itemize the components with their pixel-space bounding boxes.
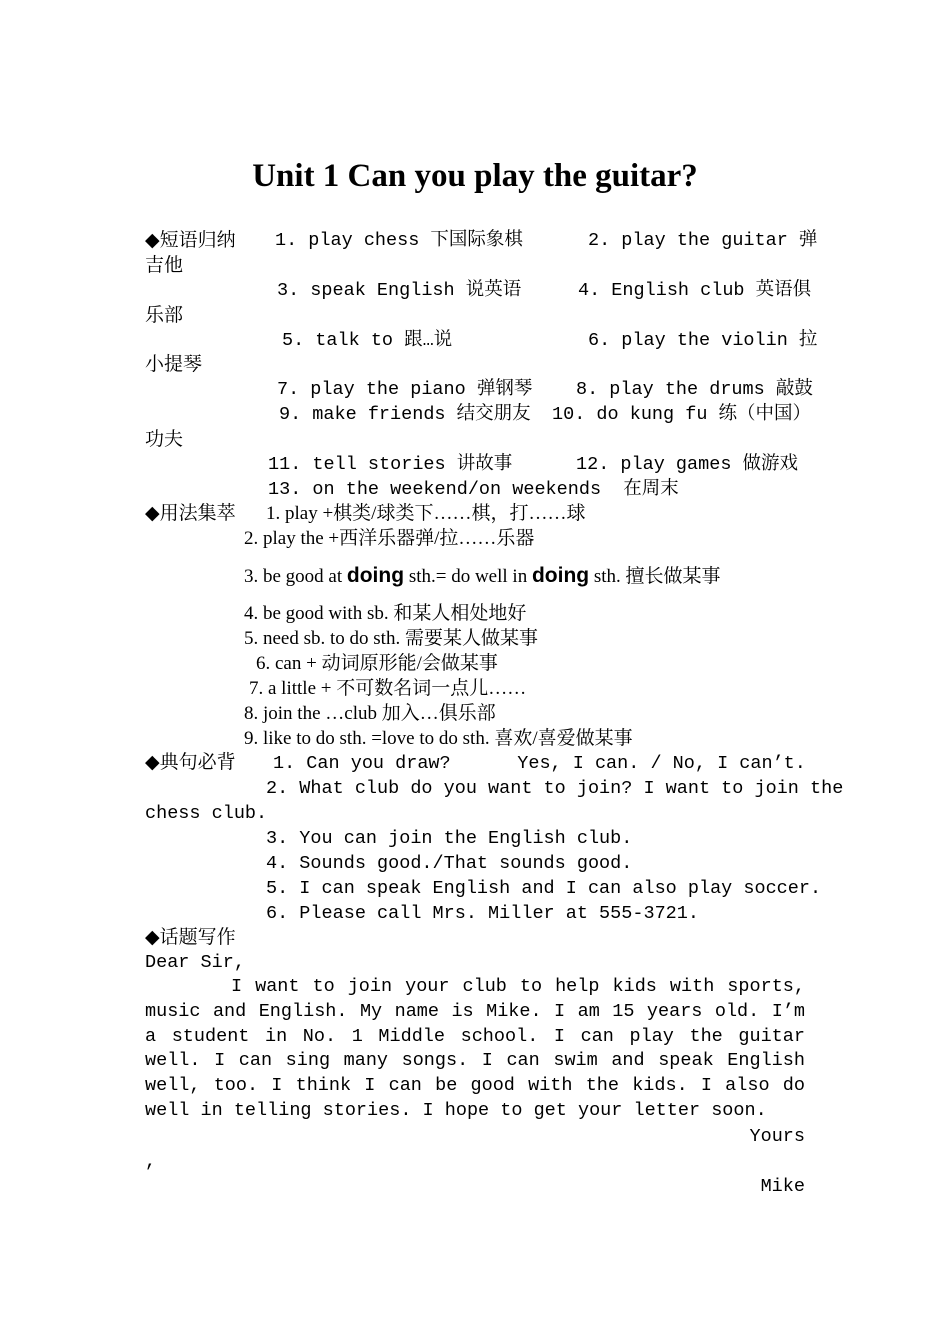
section-heading-writing: ◆话题写作 (145, 926, 236, 948)
usage-emphasis: doing (346, 564, 405, 587)
usage-item: 5. need sb. to do sth. 需要某人做某事 (244, 628, 538, 649)
phrase-item: 13. on the weekend/on weekends 在周末 (268, 479, 679, 500)
page-title: Unit 1 Can you play the guitar? (252, 158, 698, 194)
phrase-continuation: 吉他 (145, 254, 184, 276)
letter-closing: Yours (749, 1126, 805, 1147)
letter-closing-comma: , (145, 1151, 157, 1172)
usage-item: 2. play the +西洋乐器弹/拉……乐器 (244, 528, 535, 549)
phrase-item: 10. do kung fu 练（中国） (552, 404, 812, 425)
phrase-continuation: 乐部 (145, 304, 184, 326)
phrase-item: 11. tell stories 讲故事 (268, 454, 513, 475)
letter-greeting: Dear Sir, (145, 952, 245, 973)
sentence-item: 6. Please call Mrs. Miller at 555-3721. (266, 903, 699, 924)
section-heading-phrases: ◆短语归纳 (145, 229, 236, 251)
phrase-item: 6. play the violin 拉 (588, 330, 818, 351)
usage-item: 1. play +棋类/球类下……棋，打……球 (266, 503, 586, 524)
usage-text: sth.= do well in (404, 566, 532, 587)
sentence-item: 5. I can speak English and I can also play soccer. (266, 878, 822, 899)
usage-emphasis: doing (531, 564, 590, 587)
phrase-continuation: 小提琴 (145, 353, 203, 375)
phrase-item: 4. English club 英语俱 (578, 280, 812, 301)
phrase-item: 1. play chess 下国际象棋 (275, 230, 523, 251)
phrase-item: 8. play the drums 敲鼓 (576, 379, 813, 400)
usage-item-be-good-at (244, 563, 721, 589)
usage-item: 6. can + 动词原形能/会做某事 (256, 653, 498, 674)
sentence-item: 1. Can you draw? Yes, I can. / No, I can’t. (273, 753, 806, 774)
letter-body: I want to join your club to help kids with sports, music and English. My name is Mike. I am 15 years old. I’m a student in No. 1 Middle school. I can play the guitar well. I can sing many songs. I can swim and speak English well, too. I think I can be good with the kids. I also do well in telling stories. I hope to get your letter soon. (145, 976, 805, 1121)
phrase-item: 5. talk to 跟…说 (282, 330, 453, 351)
phrase-item: 9. make friends 结交朋友 (279, 404, 531, 425)
usage-item: 9. like to do sth. =love to do sth. 喜欢/喜爱做某事 (244, 728, 633, 749)
phrase-item: 3. speak English 说英语 (277, 280, 522, 301)
usage-text: sth. 擅长做某事 (589, 566, 721, 587)
section-heading-sentences: ◆典句必背 (145, 751, 236, 773)
phrase-continuation: 功夫 (145, 428, 184, 450)
section-heading-usage: ◆用法集萃 (145, 502, 236, 524)
phrase-item: 2. play the guitar 弹 (588, 230, 818, 251)
sentence-continuation: chess club. (145, 803, 268, 824)
sentence-item: 2. What club do you want to join? I want to join the (266, 778, 844, 799)
usage-item: 8. join the …club 加入…俱乐部 (244, 703, 496, 724)
letter-signature: Mike (760, 1176, 805, 1197)
sentence-item: 3. You can join the English club. (266, 828, 633, 849)
usage-item: 7. a little + 不可数名词一点儿…… (249, 678, 527, 699)
sentence-item: 4. Sounds good./That sounds good. (266, 853, 633, 874)
usage-item: 4. be good with sb. 和某人相处地好 (244, 603, 527, 624)
phrase-item: 7. play the piano 弹钢琴 (277, 379, 533, 400)
phrase-item: 12. play games 做游戏 (576, 454, 799, 475)
usage-text: 3. be good at (244, 566, 347, 587)
